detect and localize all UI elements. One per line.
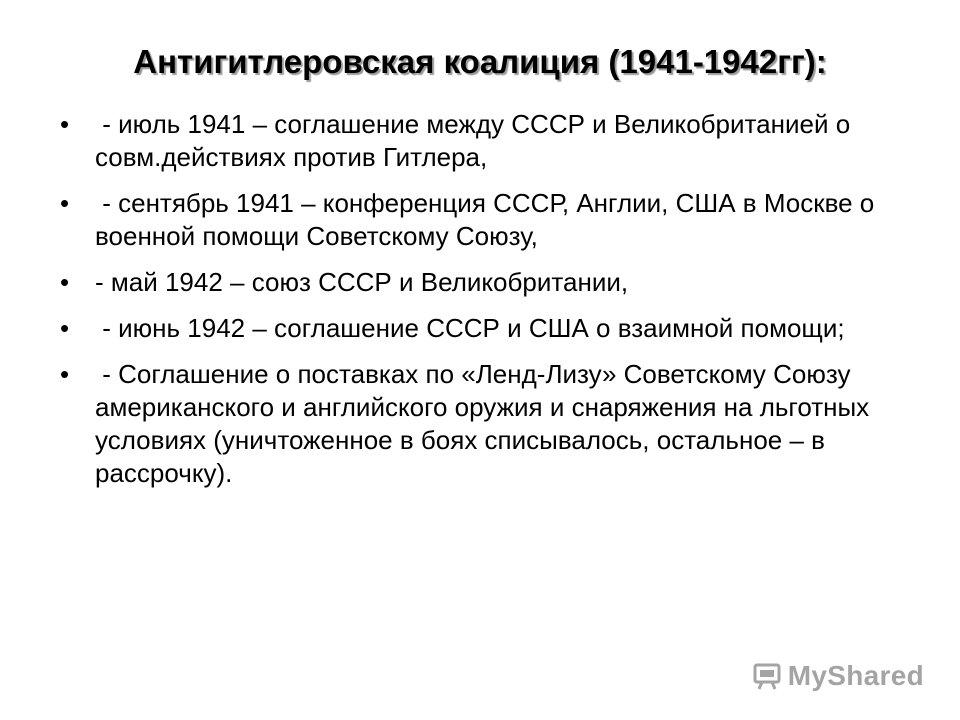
bullet-item bbox=[60, 266, 880, 299]
bullet-text: - Соглашение о поставках по «Ленд-Лизу» Советскому Союзу американского и английского оружия и снаряжения на льготных условиях (уничтоженное в боях списывалось, остальное – в рассрочку). bbox=[95, 359, 877, 488]
bullet-dot: • bbox=[60, 109, 70, 139]
bullet-dot: • bbox=[60, 188, 70, 218]
bullet-list bbox=[60, 108, 880, 503]
bullet-item bbox=[60, 358, 880, 490]
bullet-item bbox=[60, 312, 880, 345]
watermark-logo[interactable] bbox=[752, 660, 924, 692]
bullet-item bbox=[60, 187, 880, 253]
bullet-text: - июль 1941 – соглашение между СССР и Великобританией о совм.действиях против Гитлера, bbox=[95, 109, 858, 172]
bullet-text: - июнь 1942 – соглашение СССР и США о взаимной помощи; bbox=[95, 313, 845, 343]
presentation-board-icon bbox=[752, 661, 782, 691]
bullet-dot: • bbox=[60, 359, 70, 389]
bullet-dot: • bbox=[60, 267, 70, 297]
watermark-text: MyShared bbox=[787, 660, 924, 691]
bullet-item bbox=[60, 108, 880, 174]
bullet-dot: • bbox=[60, 313, 70, 343]
bullet-text: - сентябрь 1941 – конференция СССР, Англии, США в Москве о военной помощи Советскому Союзу, bbox=[95, 188, 882, 251]
bullet-text: - май 1942 – союз СССР и Великобритании, bbox=[95, 267, 629, 297]
slide-title: Антигитлеровская коалиция (1941-1942гг): bbox=[133, 43, 827, 80]
